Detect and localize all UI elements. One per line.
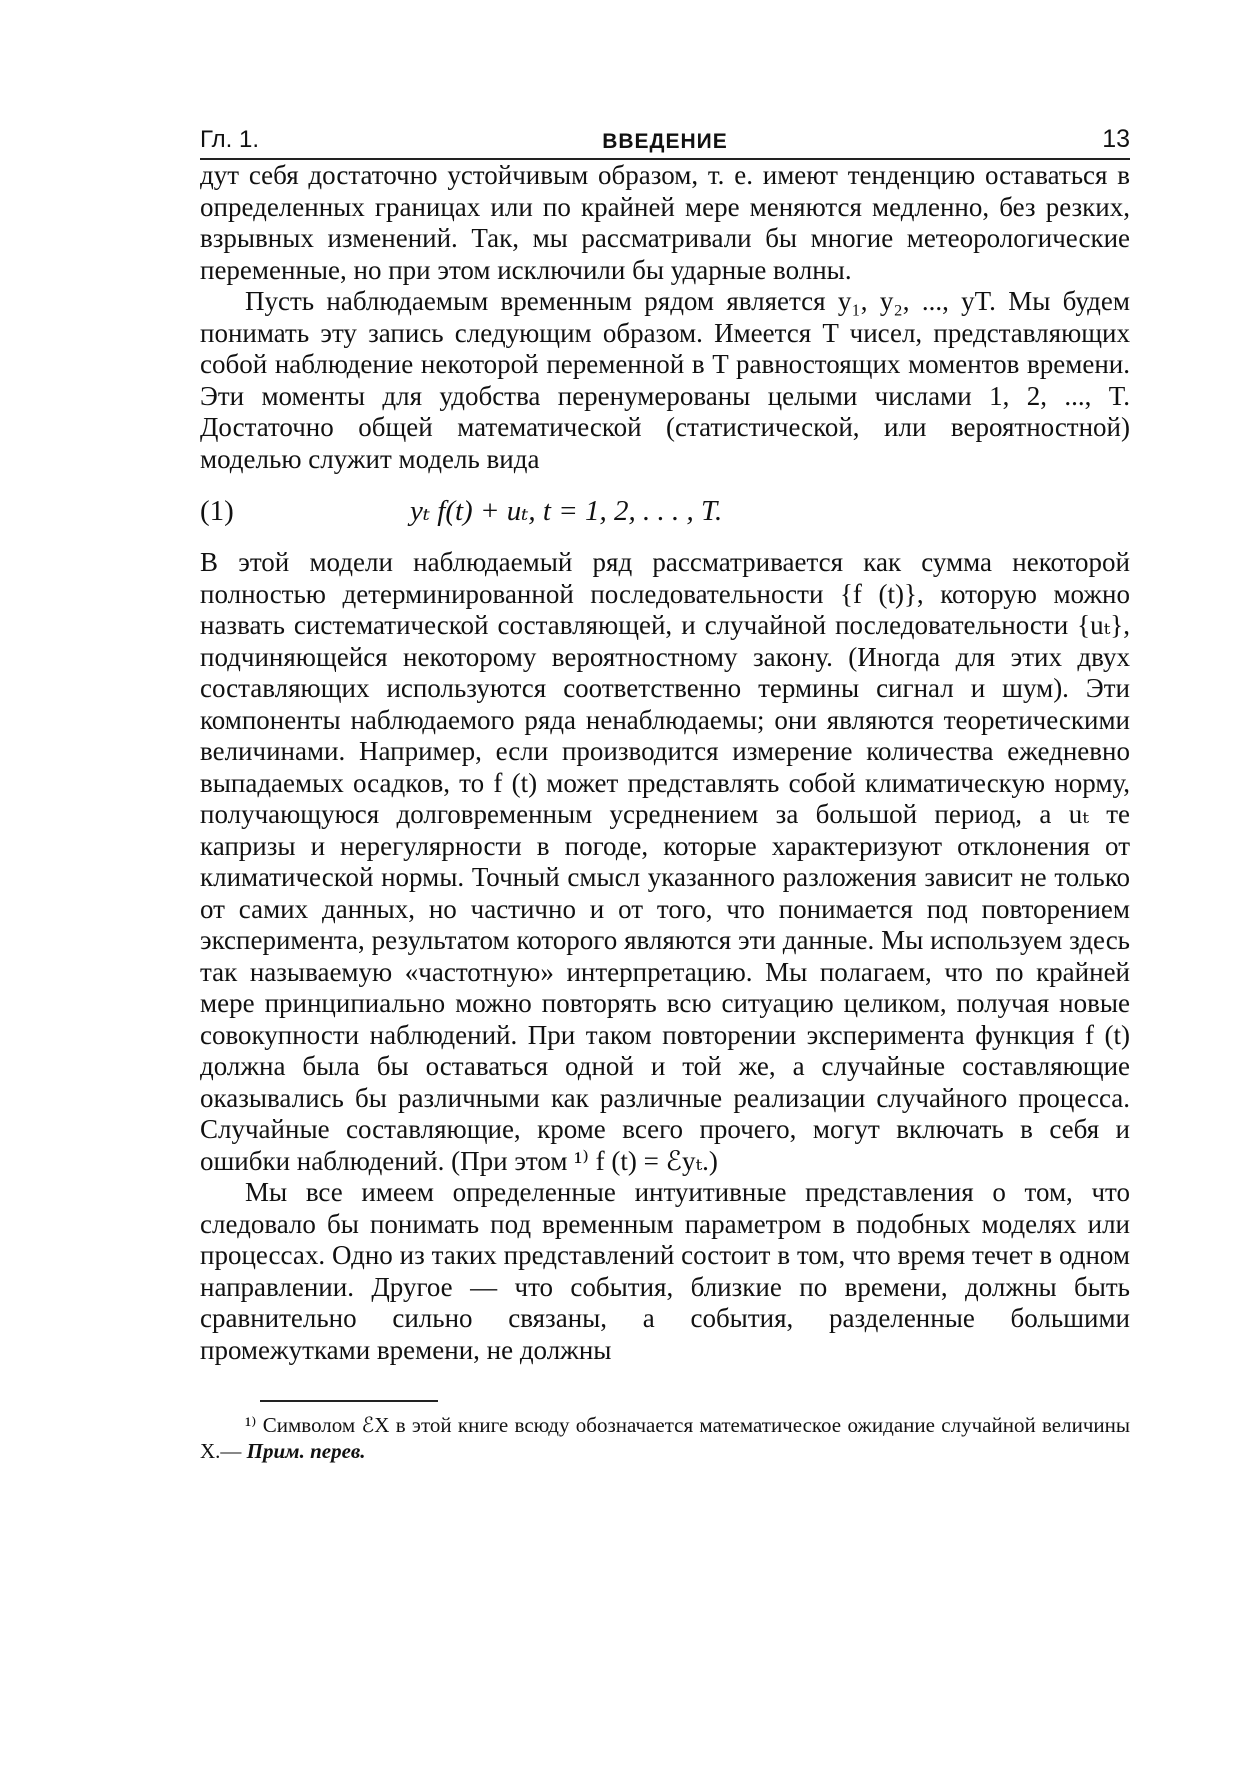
equation-expression: yₜ f(t) + uₜ, t = 1, 2, . . . , T. (410, 495, 723, 528)
paragraph-4: Мы все имеем определенные интуитивные представления о том, что следовало бы понимать под временным параметром в подобных моделях или процессах. Одно из таких представлений состоит в том, что время течет в одном направлении. Другое — что события, близкие по времени, должны быть сравнительно сильно связаны, а события, разделенные большими промежутками времени, не должны (200, 1177, 1130, 1365)
footnote-text: ¹⁾ Символом ℰX в этой книге всюду обозначается математическое ожидание случайной величины X.— (200, 1413, 1130, 1463)
page-number: 13 (1102, 125, 1130, 153)
page (200, 118, 1130, 1464)
chapter-label: Гл. 1. (200, 126, 260, 153)
main-text (200, 160, 1130, 1366)
paragraph-2: Пусть наблюдаемым временным рядом является y₁, y₂, ..., yT. Мы будем понимать эту запись следующим образом. Имеется T чисел, представляющих собой наблюдение некоторой переменной в T равностоящих моментов времени. Эти моменты для удобства перенумерованы целыми числами 1, 2, ..., T. Достаточно общей математической (статистической, или вероятностной) моделью служит модель вида (200, 286, 1130, 474)
paragraph-1: дут себя достаточно устойчивым образом, т. е. имеют тенденцию оставаться в определенных границах или по крайней мере меняются медленно, без резких, взрывных изменений. Так, мы рассматривали бы многие метеорологические переменные, но при этом исключили бы ударные волны. (200, 160, 1130, 285)
footnote-translator-note: Прим. перев. (246, 1439, 366, 1463)
paragraph-3: В этой модели наблюдаемый ряд рассматривается как сумма некоторой полностью детерминированной последовательности {f (t)}, которую можно назвать систематической составляющей, и случайной последовательности {uₜ}, подчиняющейся некоторому вероятностному закону. (Иногда для этих двух составляющих используются соответственно термины сигнал и шум). Эти компоненты наблюдаемого ряда ненаблюдаемы; они являются теоретическими величинами. Например, если производится измерение количества ежедневно выпадаемых осадков, то f (t) может представлять собой климатическую норму, получающуюся долговременным усреднением за большой период, а uₜ те капризы и нерегулярности в погоде, которые характеризуют отклонения от климатической нормы. Точный смысл указанного разложения зависит не только от самих данных, но частично и от того, что понимается под повторением эксперимента, результатом которого являются эти данные. Мы используем здесь так называемую «частотную» интерпретацию. Мы полагаем, что по крайней мере принципиально можно повторять всю ситуацию целиком, получая новые совокупности наблюдений. При таком повторении эксперимента функция f (t) должна была бы оставаться одной и той же, а случайные составляющие оказывались бы различными как различные реализации случайного процесса. Случайные составляющие, кроме всего прочего, могут включать в себя и ошибки наблюдений. (При этом ¹⁾ f (t) = ℰyₜ.) (200, 547, 1130, 1176)
running-header (200, 118, 1130, 160)
footnote (200, 1412, 1130, 1464)
chapter-title: ВВЕДЕНИЕ (602, 130, 728, 153)
equation-number: (1) (200, 495, 234, 528)
footnote-divider (260, 1400, 438, 1402)
equation-1 (200, 481, 1130, 543)
